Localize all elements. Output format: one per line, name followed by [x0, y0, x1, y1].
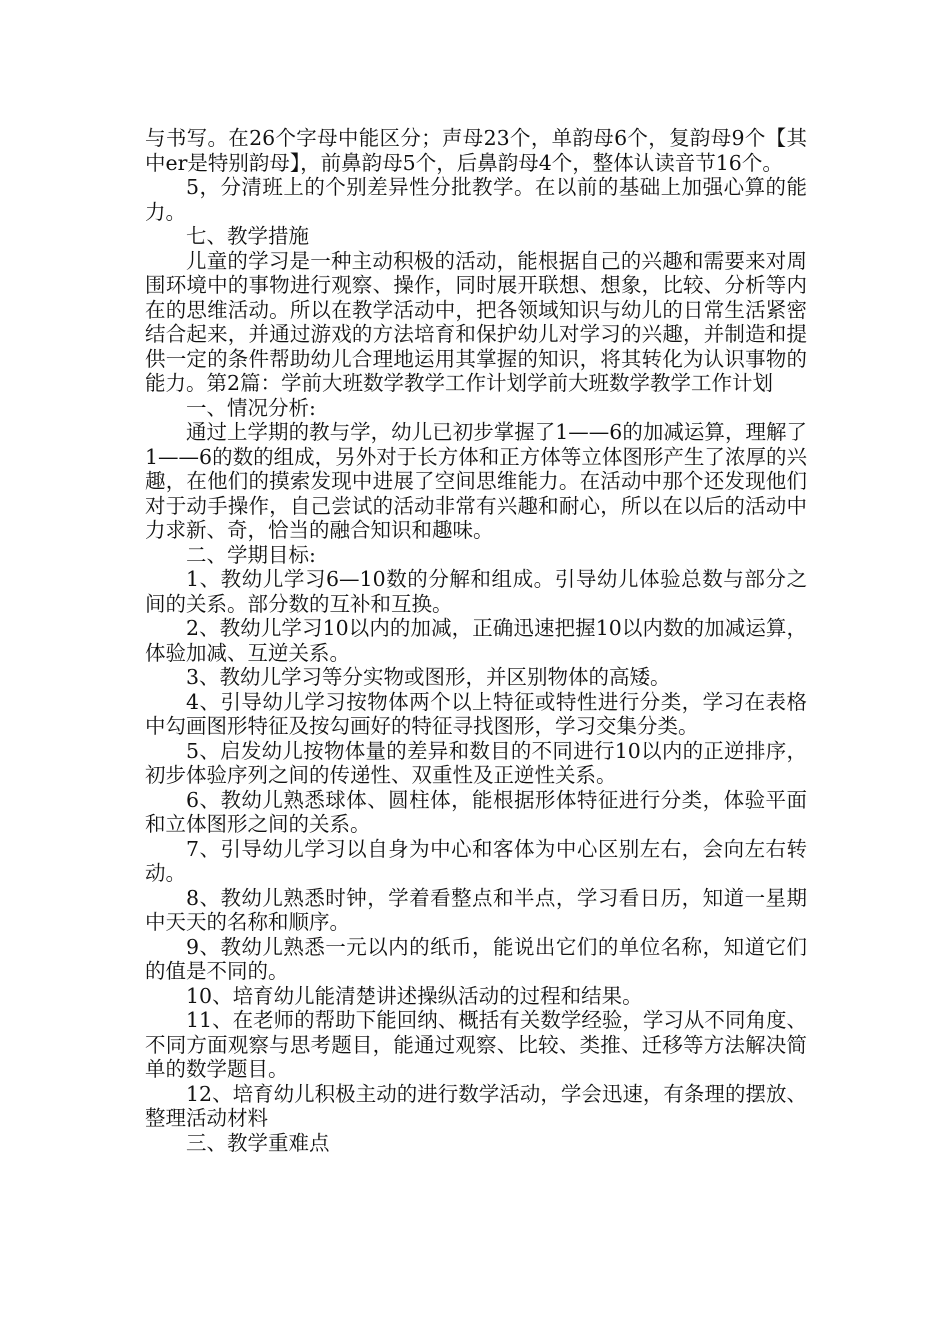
section-heading-key-difficulties: 三、教学重难点 — [186, 1130, 330, 1155]
section-heading-teaching-measures: 七、教学措施 — [186, 224, 309, 248]
goal-item-11: 11、在老师的帮助下能回纳、概括有关数学经验，学习从不同角度、不同方面观察与思考题目，能通过观察、比较、类推、迁移等方法解决简单的数学题目。 — [145, 1008, 807, 1081]
goal-item-10: 10、培育幼儿能清楚讲述操纵活动的过程和结果。 — [186, 983, 643, 1008]
goal-item-6: 6、教幼儿熟悉球体、圆柱体，能根据形体特征进行分类，体验平面和立体图形之间的关系。 — [145, 787, 807, 836]
paragraph-item-5: 5，分清班上的个别差异性分批教学。在以前的基础上加强心算的能力。 — [145, 175, 807, 224]
goal-item-1: 1、教幼儿学习6—10数的分解和组成。引导幼儿体验总数与部分之间的关系。部分数的互补和互换。 — [145, 567, 807, 616]
paragraph-situation-analysis: 通过上学期的教与学，幼儿已初步掌握了1——6的加减运算，理解了1——6的数的组成，另外对于长方体和正方体等立体图形产生了浓厚的兴趣，在他们的摸索发现中进展了空间思维能力。在活动中那个还发现他们对于动手操作，自己尝试的活动非常有兴趣和耐心，所以在以后的活动中力求新、奇，恰当的融合知识和趣味。 — [145, 420, 807, 542]
goal-item-12: 12、培育幼儿积极主动的进行数学活动，学会迅速，有条理的摆放、整理活动材料 — [145, 1081, 807, 1130]
paragraph-continuation: 与书写。在26个字母中能区分；声母23个，单韵母6个，复韵母9个【其中er是特别韵母】，前鼻韵母5个，后鼻韵母4个，整体认读音节16个。 — [145, 126, 807, 175]
goal-item-8: 8、教幼儿熟悉时钟，学着看整点和半点，学习看日历，知道一星期中天天的名称和顺序。 — [145, 885, 807, 934]
section-heading-semester-goals: 二、学期目标: — [186, 542, 316, 567]
goal-item-4: 4、引导幼儿学习按物体两个以上特征或特性进行分类，学习在表格中勾画图形特征及按勾画好的特征寻找图形，学习交集分类。 — [145, 689, 807, 738]
goal-item-9: 9、教幼儿熟悉一元以内的纸币，能说出它们的单位名称，知道它们的值是不同的。 — [145, 934, 807, 983]
paragraph-teaching-measures: 儿童的学习是一种主动积极的活动，能根据自己的兴趣和需要来对周围环境中的事物进行观察、操作，同时展开联想、想象，比较、分析等内在的思维活动。所以在教学活动中，把各领域知识与幼儿的日常生活紧密结合起来，并通过游戏的方法培育和保护幼儿对学习的兴趣，并制造和提供一定的条件帮助幼儿合理地运用其掌握的知识，将其转化为认识事物的能力。第2篇：学前大班数学教学工作计划学前大班数学教学工作计划 — [145, 248, 807, 395]
document-body — [145, 126, 807, 1155]
section-heading-situation-analysis: 一、情况分析: — [186, 395, 316, 420]
goal-item-2: 2、教幼儿学习10以内的加减，正确迅速把握10以内数的加减运算，体验加减、互逆关系。 — [145, 616, 807, 665]
goal-item-5: 5、启发幼儿按物体量的差异和数目的不同进行10以内的正逆排序，初步体验序列之间的传递性、双重性及正逆性关系。 — [145, 738, 807, 787]
goal-item-3: 3、教幼儿学习等分实物或图形，并区别物体的高矮。 — [186, 665, 671, 689]
goal-item-7: 7、引导幼儿学习以自身为中心和客体为中心区别左右，会向左右转动。 — [145, 836, 807, 885]
